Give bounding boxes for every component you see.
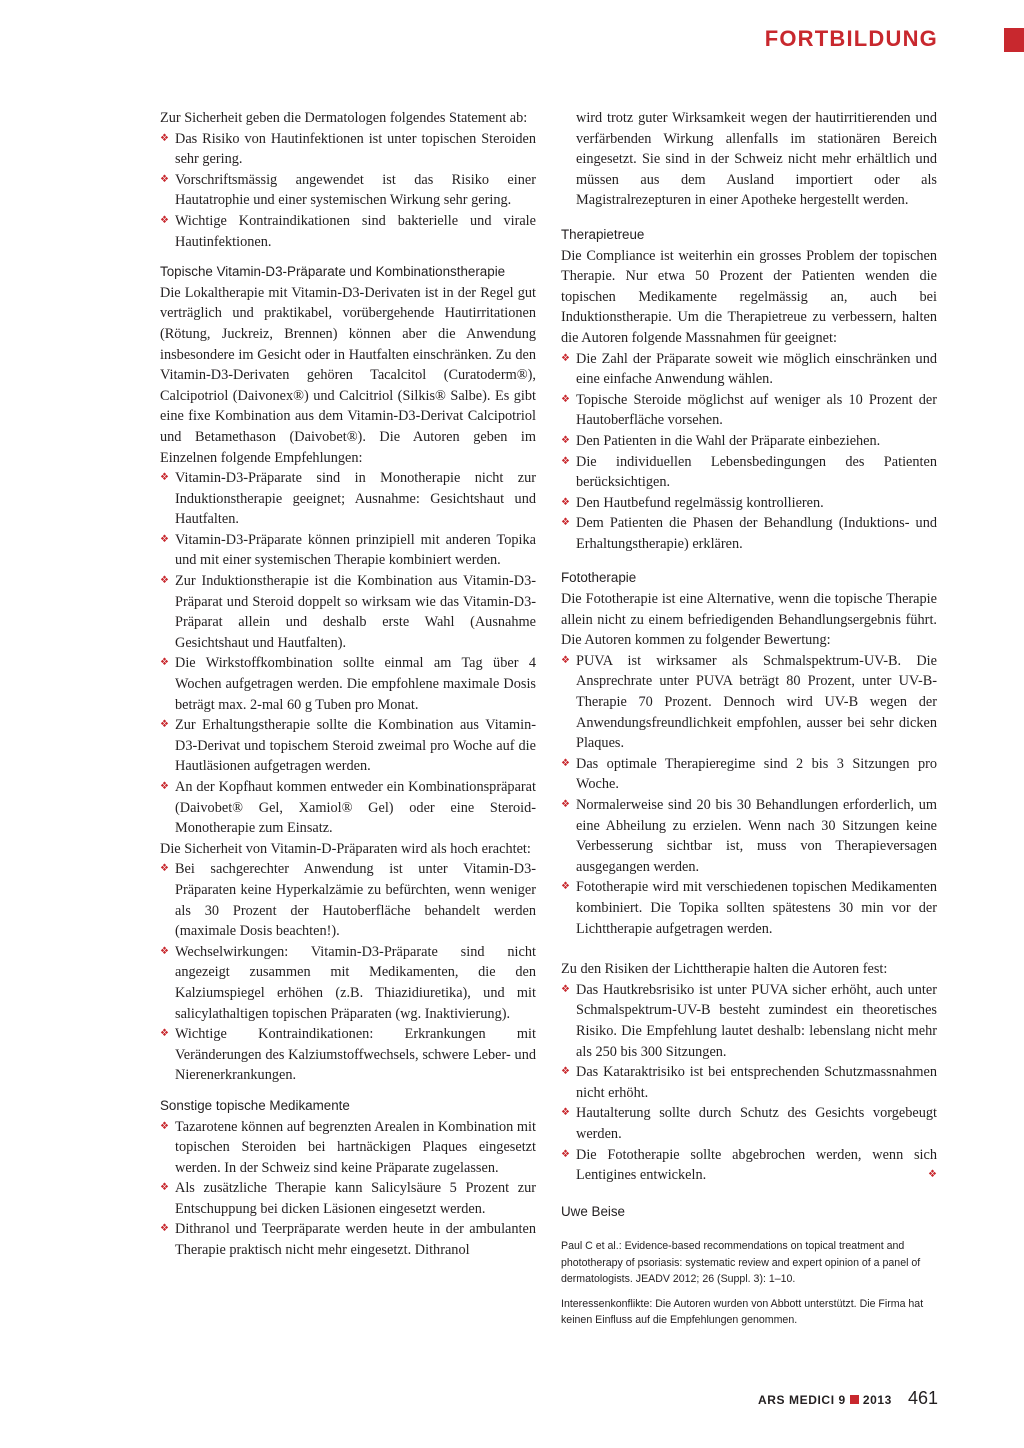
list-item: ❖ Den Patienten in die Wahl der Präparate einbeziehen.: [561, 431, 937, 452]
list-item: ❖ Wichtige Kontraindikationen sind bakterielle und virale Hautinfektionen.: [160, 211, 536, 252]
adherence-list: [561, 349, 937, 555]
list-item: ❖ PUVA ist wirksamer als Schmalspektrum-UV-B. Die Ansprechrate unter PUVA beträgt 80 Prozent, unter UV-B-Therapie 70 Prozent. Dennoch wird UV-B wegen der Anwendungsfreundlichkeit empfohlen, ausser bei sehr dicken Plaques.: [561, 651, 937, 754]
right-column: [561, 108, 937, 1329]
vitamin-d-paragraph: Die Lokaltherapie mit Vitamin-D3-Derivaten ist in der Regel gut verträglich und praktikabel, vorübergehende Hautirritationen (Rötung, Juckreiz, Brennen) können aber die Anwendung insbesondere im Gesicht oder in Hautfalten einschränken. Zu den Vitamin-D3-Derivaten gehören Tacalcitol (Curatoderm®), Calcipotriol (Daivonex®) und Calcitriol (Silkis® Salbe). Es gibt eine fixe Kombination aus dem Vitamin-D3-Derivat Calcipotriol und Betamethason (Daivobet®). Die Autoren geben im Einzelnen folgende Empfehlungen:: [160, 284, 536, 466]
section-title: FORTBILDUNG: [764, 26, 938, 51]
list-item: ❖ Topische Steroide möglichst auf weniger als 10 Prozent der Hautoberfläche vorsehen.: [561, 390, 937, 431]
other-topicals-list: [160, 1117, 536, 1261]
list-item: ❖ Als zusätzliche Therapie kann Salicylsäure 5 Prozent zur Entschuppung bei dicken Läsionen eingesetzt werden.: [160, 1178, 536, 1219]
author: Uwe Beise: [561, 1203, 626, 1219]
journal-year: 2013: [862, 1393, 892, 1407]
list-item: ❖ Die individuellen Lebensbedingungen des Patienten berücksichtigen.: [561, 452, 937, 493]
list-item: ❖ Vitamin-D3-Präparate können prinzipiell mit anderen Topika und mit einer systemischen Therapie kombiniert werden.: [160, 530, 536, 571]
list-item: ❖ Das Kataraktrisiko ist bei entsprechenden Schutzmassnahmen nicht erhöht.: [561, 1062, 937, 1103]
list-item: ❖ Normalerweise sind 20 bis 30 Behandlungen erforderlich, um eine Abheilung zu erzielen. Wenn nach 30 Sitzungen keine Verbesserung sichtbar ist, muss von Therapieversagen ausgegangen werden.: [561, 795, 937, 877]
list-item: ❖ Zur Induktionstherapie ist die Kombination aus Vitamin-D3-Präparat und Steroid doppelt so wirksam wie das Vitamin-D3-Präparat allein und deshalb erste Wahl (Ausnahme Gesichtshaut und Hautfalten).: [160, 571, 536, 653]
heading-vitamin-d: Topische Vitamin-D3-Präparate und Kombinationstherapie: [160, 264, 506, 280]
list-item: [561, 1145, 937, 1186]
header-accent-block: [1004, 28, 1024, 52]
risks-list: [561, 980, 937, 1186]
list-item: ❖ Hautalterung sollte durch Schutz des Gesichts vorgebeugt werden.: [561, 1103, 937, 1144]
footer-square-icon: [850, 1395, 859, 1404]
list-item: ❖ Vitamin-D3-Präparate sind in Monotherapie nicht zur Induktionstherapie geeignet; Ausnahme: Gesichtshaut und Hautfalten.: [160, 468, 536, 530]
reference: Paul C et al.: Evidence-based recommendations on topical treatment and phototherapy of psoriasis: systematic review and expert opinion of a panel of dermatologists. JEADV 2012; 26 (Suppl. 3): 1–10.: [561, 1240, 921, 1286]
page-number: 461: [907, 1388, 938, 1408]
list-item: ❖ Dithranol und Teerpräparate werden heute in der ambulanten Therapie praktisch nicht mehr eingesetzt. Dithranol: [160, 1219, 536, 1260]
list-item: ❖ Den Hautbefund regelmässig kontrollieren.: [561, 493, 937, 514]
list-item: ❖ Bei sachgerechter Anwendung ist unter Vitamin-D3-Präparaten keine Hyperkalzämie zu befürchten, wenn weniger als 30 Prozent der Hautoberfläche behandelt werden (maximale Dosis beachten!).: [160, 859, 536, 941]
list-item: ❖ Das optimale Therapieregime sind 2 bis 3 Sitzungen pro Woche.: [561, 754, 937, 795]
list-item: ❖ Vorschriftsmässig angewendet ist das Risiko einer Hautatrophie und einer systemischen Wirkung sehr gering.: [160, 170, 536, 211]
list-item: ❖ Das Risiko von Hautinfektionen ist unter topischen Steroiden sehr gering.: [160, 129, 536, 170]
intro-list: [160, 129, 536, 253]
page-footer: [758, 1388, 938, 1409]
phototherapy-list: [561, 651, 937, 939]
journal-name: ARS MEDICI 9: [757, 1393, 846, 1407]
list-item: ❖ Die Wirkstoffkombination sollte einmal am Tag über 4 Wochen aufgetragen werden. Die empfohlene maximale Dosis beträgt max. 2-mal 60 g Tuben pro Monat.: [160, 653, 536, 715]
safety-list: [160, 859, 536, 1086]
list-item: ❖ Wichtige Kontraindikationen: Erkrankungen mit Veränderungen des Kalziumstoffwechsels, schwere Leber- und Nierenerkrankungen.: [160, 1024, 536, 1086]
end-of-article-icon: ❖: [928, 1169, 937, 1181]
risks-intro: Zu den Risiken der Lichttherapie halten die Autoren fest:: [561, 961, 888, 978]
safety-paragraph: Die Sicherheit von Vitamin-D-Präparaten wird als hoch erachtet:: [160, 840, 531, 857]
phototherapy-paragraph: Die Fototherapie ist eine Alternative, wenn die topische Therapie allein nicht zu einem befriedigenden Behandlungsergebnis führt. Die Autoren kommen zu folgender Bewertung:: [561, 591, 937, 649]
vitamin-d-list: [160, 468, 536, 839]
adherence-paragraph: Die Compliance ist weiterhin ein grosses Problem der topischen Therapie. Nur etwa 50 Prozent der Patienten wenden die topischen Medikamente regelmässig an, auch bei Induktionstherapie. Um die Therapietreue zu verbessern, halten die Autoren folgende Massnahmen für geeignet:: [561, 247, 937, 346]
list-item: ❖ Zur Erhaltungstherapie sollte die Kombination aus Vitamin-D3-Derivat und topischem Steroid zweimal pro Woche auf die Hautläsionen aufgetragen werden.: [160, 715, 536, 777]
list-item: ❖ Die Zahl der Präparate soweit wie möglich einschränken und eine einfache Anwendung wählen.: [561, 349, 937, 390]
list-item: ❖ An der Kopfhaut kommen entweder ein Kombinationspräparat (Daivobet® Gel, Xamiol® Gel) oder eine Steroid-Monotherapie zum Einsatz.: [160, 777, 536, 839]
list-item-text: Die Fototherapie sollte abgebrochen werden, wenn sich Lentigines entwickeln.: [576, 1146, 937, 1184]
heading-other-topicals: Sonstige topische Medikamente: [160, 1097, 350, 1113]
list-item: ❖ Dem Patienten die Phasen der Behandlung (Induktions- und Erhaltungstherapie) erklären.: [561, 513, 937, 554]
left-column: [160, 108, 536, 1261]
heading-phototherapy: Fototherapie: [561, 570, 637, 586]
intro-paragraph: Zur Sicherheit geben die Dermatologen folgendes Statement ab:: [160, 110, 528, 126]
heading-adherence: Therapietreue: [561, 226, 645, 242]
list-item: ❖ Tazarotene können auf begrenzten Arealen in Kombination mit topischen Steroiden bei hartnäckigen Plaques eingesetzt werden. In der Schweiz sind keine Präparate zugelassen.: [160, 1117, 536, 1179]
list-item: ❖ Fototherapie wird mit verschiedenen topischen Medikamenten kombiniert. Die Topika sollten spätestens 30 min vor der Lichttherapie aufgetragen werden.: [561, 877, 937, 939]
list-item: ❖ Wechselwirkungen: Vitamin-D3-Präparate sind nicht angezeigt zusammen mit Medikamenten, die den Kalziumspiegel erhöhen (z.B. Thiazidiuretika), und mit salicylathaltigen topischen Präparaten (wg. Inaktivierung).: [160, 942, 536, 1024]
continuation-paragraph: wird trotz guter Wirksamkeit wegen der hautirritierenden und verfärbenden Wirkung allenfalls im stationären Bereich eingesetzt. Sie sind in der Schweiz nicht mehr erhältlich und müssen aus dem Ausland importiert oder als Magistralrezepturen in einer Apotheke hergestellt werden.: [576, 110, 937, 209]
conflict-statement: Interessenkonflikte: Die Autoren wurden von Abbott unterstützt. Die Firma hat keinen Einfluss auf die Empfehlungen genommen.: [561, 1297, 924, 1327]
list-item: ❖ Das Hautkrebsrisiko ist unter PUVA sicher erhöht, auch unter Schmalspektrum-UV-B besteht zumindest ein theoretisches Risiko. Die Empfehlung lautet deshalb: lebenslang nicht mehr als 250 bis 300 Sitzungen.: [561, 980, 937, 1062]
